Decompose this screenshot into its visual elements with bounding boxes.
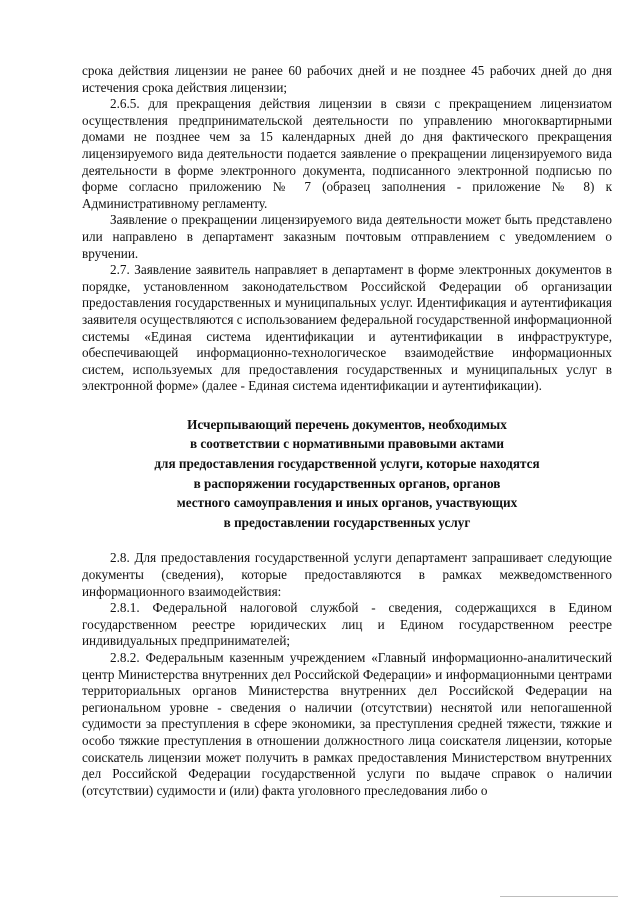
paragraph-2-7: 2.7. Заявление заявитель направляет в департамент в форме электронных документов в порядке, установленном законодательством Российской Федерации об организации предоставления государственных и муниципальных услуг. Идентификация и аутентификация заявителя осуществляются с использованием федеральной государственной информационной системы «Единая система идентификации и аутентификации в инфраструктуре, обеспечивающей информационно-технологическое взаимодействие информационных систем, используемых для предоставления государственных и муниципальных услуг в электронной форме» (далее - Единая система идентификации и аутентификации). <box>82 262 612 394</box>
heading-line: местного самоуправления и иных органов, участвующих <box>176 495 518 511</box>
heading-line: в распоряжении государственных органов, органов <box>193 475 501 491</box>
heading-line: Исчерпывающий перечень документов, необходимых <box>187 416 507 432</box>
paragraph-1: срока действия лицензии не ранее 60 рабочих дней и не позднее 45 рабочих дней до дня истечения срока действия лицензии; <box>82 63 612 95</box>
heading-line: для предоставления государственной услуги, которые находятся <box>154 456 540 472</box>
heading-line: в предоставлении государственных услуг <box>223 514 471 530</box>
paragraph-2-6-5: 2.6.5. для прекращения действия лицензии в связи с прекращением лицензиатом осуществления предпринимательской деятельности по управлению многоквартирными домами не позднее чем за 15 календарных дней до дня фактического прекращения лицензируемого вида деятельности подается заявление о прекращении лицензируемого вида деятельности в форме электронного документа, подписанного электронной подписью по форме согласно приложению № 7 (образец заполнения - приложение № 8) к Административному регламенту. <box>82 96 612 211</box>
section-heading <box>82 415 612 533</box>
footer-rule <box>500 896 618 897</box>
paragraph-2-8-1: 2.8.1. Федеральной налоговой службой - сведения, содержащихся в Едином государственном реестре юридических лиц и Едином государственном реестре индивидуальных предпринимателей; <box>82 600 612 649</box>
paragraph-termination-notice: Заявление о прекращении лицензируемого вида деятельности может быть представлено или направлено в департамент заказным почтовым отправлением с уведомлением о вручении. <box>82 212 612 261</box>
paragraph-2-8: 2.8. Для предоставления государственной услуги департамент запрашивает следующие документы (сведения), которые предоставляются в рамках межведомственного информационного взаимодействия: <box>82 550 612 599</box>
document-page <box>82 63 612 799</box>
paragraph-2-8-2: 2.8.2. Федеральным казенным учреждением «Главный информационно-аналитический центр Министерства внутренних дел Российской Федерации» и информационными центрами территориальных органов Министерства внутренних дел Российской Федерации на региональном уровне - сведения о наличии (отсутствии) неснятой или непогашенной судимости за преступления в сфере экономики, за преступления средней тяжести, тяжкие и особо тяжкие преступления в отношении должностного лица соискателя лицензии, которые соискатель лицензии может получить в рамках предоставления Министерством внутренних дел Российской Федерации государственной услуги по выдаче справок о наличии (отсутствии) судимости и (или) факта уголовного преследования либо о <box>82 650 612 798</box>
heading-line: в соответствии с нормативными правовыми актами <box>189 436 505 452</box>
